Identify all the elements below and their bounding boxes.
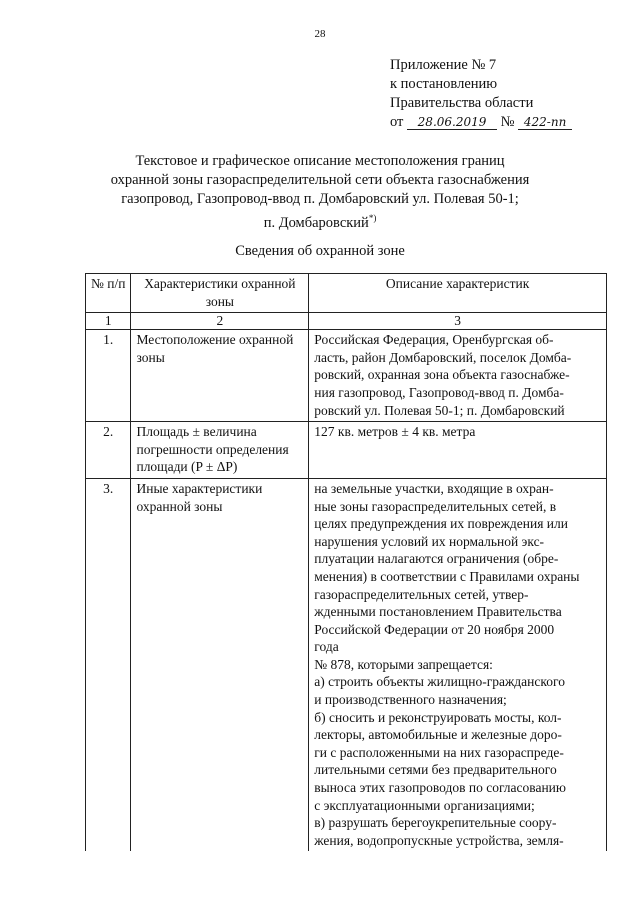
header-description: Описание характеристик [309, 274, 607, 313]
description-line: года [314, 639, 339, 655]
description-line: и производственного назначения; [314, 692, 507, 708]
column-number-1: 1 [86, 313, 131, 330]
footnote-mark: *) [368, 213, 377, 223]
zone-info-table [85, 273, 607, 851]
document-title [60, 152, 580, 233]
header-num: № п/п [86, 274, 131, 313]
row-number: 3. [86, 478, 131, 851]
title-line-4-text: п. Домбаровский [263, 214, 369, 231]
description-line: ги с расположенными на них газораспреде- [314, 744, 564, 760]
table-row [86, 422, 607, 479]
handwritten-date: 28.06.2019 [407, 115, 497, 130]
description-line: выноса этих газопроводов по согласованию [314, 780, 566, 796]
title-line-1: Текстовое и графическое описание местоположения границ [135, 153, 505, 169]
row-description [309, 330, 607, 422]
title-line-2: охранной зоны газораспределительной сети объекта газоснабжения [110, 172, 530, 188]
row-characteristic: Площадь ± величина погрешности определения площади (P ± ΔP) [131, 422, 309, 479]
description-line: целях предупреждения их повреждения или [314, 516, 568, 532]
description-line: № 878, которыми запрещается: [314, 656, 493, 672]
row-characteristic: Местоположение охранной зоны [131, 330, 309, 422]
table-row [86, 330, 607, 422]
appendix-date-line [390, 113, 620, 132]
description-line: Российская Федерация, Оренбургская об- [314, 332, 554, 348]
description-line: ровский, охранная зона объекта газоснабже- [314, 367, 570, 383]
number-prefix: № [500, 114, 515, 130]
handwritten-number: 422-пп [518, 115, 572, 130]
description-line: Российской Федерации от 20 ноября 2000 [314, 621, 555, 637]
column-number-row [86, 313, 607, 330]
description-line: плуатации налагаются ограничения (обре- [314, 551, 559, 567]
table-header-row [86, 274, 607, 313]
row-number: 1. [86, 330, 131, 422]
description-line: лительными сетями без предварительного [314, 762, 557, 778]
description-line: а) строить объекты жилищно-гражданского [314, 674, 565, 690]
appendix-government-line: Правительства области [390, 95, 534, 111]
description-line: ровский ул. Полевая 50-1; п. Домбаровский [314, 402, 565, 418]
description-line: на земельные участки, входящие в охран- [314, 480, 554, 496]
header-characteristics: Характеристики охранной зоны [131, 274, 309, 313]
description-line: жденными постановлением Правительства [314, 604, 562, 620]
row-description [309, 478, 607, 851]
appendix-title: Приложение № 7 [390, 57, 497, 73]
description-line: ния газопровод, Газопровод-ввод п. Домба- [314, 384, 564, 400]
appendix-block [390, 56, 620, 132]
description-line: в) разрушать берегоукрепительные соору- [314, 815, 557, 831]
title-line-4 [60, 209, 580, 233]
column-number-3: 3 [309, 313, 607, 330]
description-line: 127 кв. метров ± 4 кв. метра [314, 424, 476, 440]
title-line-3: газопровод, Газопровод-ввод п. Домбаровский ул. Полевая 50-1; [121, 191, 519, 207]
description-line: жения, водопропускные устройства, земля- [314, 832, 564, 848]
page-number: 28 [314, 28, 326, 40]
description-line: лекторы, автомобильные и железные доро- [314, 727, 562, 743]
description-line: ные зоны газораспределительных сетей, в [314, 498, 557, 514]
table-row [86, 478, 607, 851]
row-characteristic: Иные характеристики охранной зоны [131, 478, 309, 851]
column-number-2: 2 [131, 313, 309, 330]
description-line: ласть, район Домбаровский, поселок Домба- [314, 349, 572, 365]
description-line: с эксплуатационными организациями; [314, 797, 535, 813]
description-line: нарушения условий их нормальной экс- [314, 533, 545, 549]
row-description [309, 422, 607, 479]
date-prefix: от [390, 114, 404, 130]
section-title: Сведения об охранной зоне [235, 243, 405, 259]
description-line: б) сносить и реконструировать мосты, кол- [314, 709, 562, 725]
appendix-resolution-line: к постановлению [390, 76, 498, 92]
description-line: менения) в соответствии с Правилами охраны газораспределительных сетей, утвер- [314, 568, 580, 602]
row-number: 2. [86, 422, 131, 479]
